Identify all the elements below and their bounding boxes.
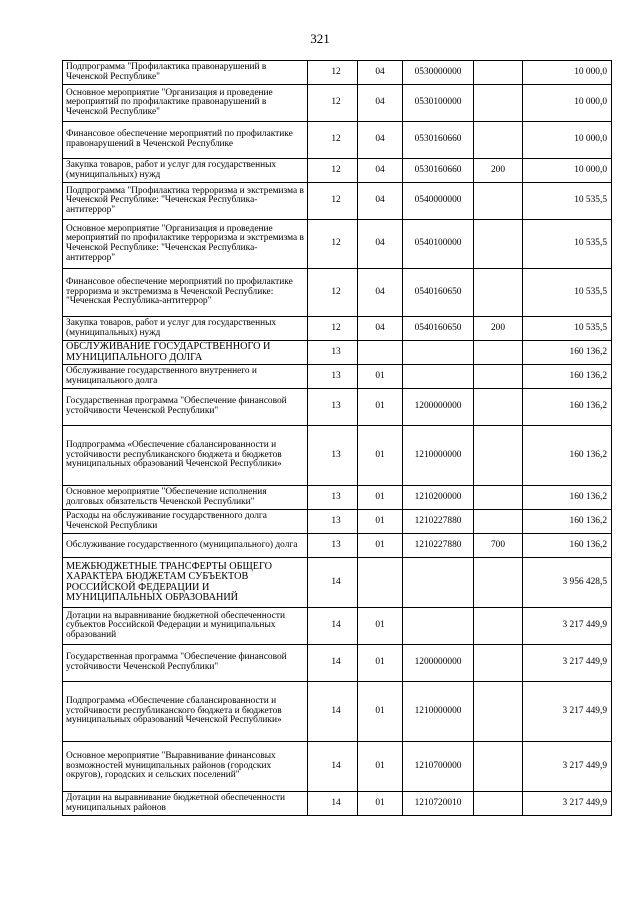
section-code-cell: 13 <box>308 426 358 486</box>
table-row <box>63 608 612 645</box>
expense-type-cell <box>474 122 523 159</box>
table-row <box>63 510 612 534</box>
subsection-code-cell: 04 <box>358 159 403 183</box>
row-name-cell: Основное мероприятие "Выравнивание финансовых возможностей муниципальных районов (городских округов), городских и сельских поселений" <box>63 742 308 792</box>
amount-cell: 160 136,2 <box>523 341 612 365</box>
expense-type-cell <box>474 682 523 742</box>
table-row <box>63 426 612 486</box>
target-article-cell: 1210000000 <box>403 682 474 742</box>
subsection-code-cell: 04 <box>358 183 403 220</box>
section-code-cell: 12 <box>308 61 358 85</box>
subsection-code-cell <box>358 558 403 608</box>
subsection-code-cell: 01 <box>358 608 403 645</box>
expense-type-cell <box>474 389 523 426</box>
section-code-cell: 14 <box>308 742 358 792</box>
subsection-code-cell: 04 <box>358 269 403 317</box>
table-row <box>63 792 612 816</box>
amount-cell: 160 136,2 <box>523 389 612 426</box>
amount-cell: 3 217 449,9 <box>523 682 612 742</box>
target-article-cell: 0530160660 <box>403 159 474 183</box>
expense-type-cell <box>474 645 523 682</box>
subsection-code-cell: 01 <box>358 365 403 389</box>
amount-cell: 160 136,2 <box>523 534 612 558</box>
target-article-cell <box>403 341 474 365</box>
section-code-cell: 12 <box>308 269 358 317</box>
section-code-cell: 12 <box>308 85 358 122</box>
row-name-cell: Подпрограмма «Обеспечение сбалансированности и устойчивости республиканского бюджета и бюджетов муниципальных образований Чеченской Республики» <box>63 426 308 486</box>
row-name-cell: Закупка товаров, работ и услуг для государственных (муниципальных) нужд <box>63 317 308 341</box>
table-row <box>63 558 612 608</box>
row-name-cell: Основное мероприятие "Организация и проведение мероприятий по профилактике правонарушений в Чеченской Республике" <box>63 85 308 122</box>
subsection-code-cell: 01 <box>358 426 403 486</box>
target-article-cell: 1210200000 <box>403 486 474 510</box>
expense-type-cell <box>474 61 523 85</box>
row-name-cell: Обслуживание государственного внутреннего и муниципального долга <box>63 365 308 389</box>
amount-cell: 3 217 449,9 <box>523 792 612 816</box>
budget-table <box>62 60 612 816</box>
target-article-cell: 0540100000 <box>403 220 474 269</box>
target-article-cell: 0540160650 <box>403 269 474 317</box>
row-name-cell: Финансовое обеспечение мероприятий по профилактике правонарушений в Чеченской Республике <box>63 122 308 159</box>
subsection-code-cell: 01 <box>358 486 403 510</box>
page-number: 321 <box>310 31 330 46</box>
row-name-cell: Государственная программа "Обеспечение финансовой устойчивости Чеченской Республики" <box>63 389 308 426</box>
amount-cell: 3 956 428,5 <box>523 558 612 608</box>
target-article-cell: 0530100000 <box>403 85 474 122</box>
row-name-cell: Государственная программа "Обеспечение финансовой устойчивости Чеченской Республики" <box>63 645 308 682</box>
table-row <box>63 341 612 365</box>
row-name-cell: ОБСЛУЖИВАНИЕ ГОСУДАРСТВЕННОГО И МУНИЦИПАЛЬНОГО ДОЛГА <box>63 341 308 365</box>
target-article-cell: 0540000000 <box>403 183 474 220</box>
amount-cell: 10 535,5 <box>523 220 612 269</box>
row-name-cell: Дотации на выравнивание бюджетной обеспеченности субъектов Российской Федерации и муниципальных образований <box>63 608 308 645</box>
section-code-cell: 12 <box>308 317 358 341</box>
subsection-code-cell: 04 <box>358 61 403 85</box>
amount-cell: 10 535,5 <box>523 269 612 317</box>
amount-cell: 160 136,2 <box>523 486 612 510</box>
target-article-cell <box>403 365 474 389</box>
section-code-cell: 12 <box>308 183 358 220</box>
expense-type-cell <box>474 792 523 816</box>
amount-cell: 3 217 449,9 <box>523 608 612 645</box>
table-row <box>63 122 612 159</box>
expense-type-cell <box>474 426 523 486</box>
table-row <box>63 159 612 183</box>
expense-type-cell: 700 <box>474 534 523 558</box>
table-row <box>63 183 612 220</box>
subsection-code-cell: 01 <box>358 389 403 426</box>
table-row <box>63 269 612 317</box>
target-article-cell: 1200000000 <box>403 645 474 682</box>
section-code-cell: 14 <box>308 645 358 682</box>
target-article-cell: 0530000000 <box>403 61 474 85</box>
section-code-cell: 13 <box>308 486 358 510</box>
target-article-cell: 0530160660 <box>403 122 474 159</box>
target-article-cell: 1210227880 <box>403 534 474 558</box>
amount-cell: 160 136,2 <box>523 426 612 486</box>
subsection-code-cell: 01 <box>358 510 403 534</box>
subsection-code-cell: 01 <box>358 534 403 558</box>
target-article-cell: 1200000000 <box>403 389 474 426</box>
target-article-cell: 1210720010 <box>403 792 474 816</box>
expense-type-cell <box>474 183 523 220</box>
row-name-cell: МЕЖБЮДЖЕТНЫЕ ТРАНСФЕРТЫ ОБЩЕГО ХАРАКТЕРА БЮДЖЕТАМ СУБЪЕКТОВ РОССИЙСКОЙ ФЕДЕРАЦИИ И МУНИЦИПАЛЬНЫХ ОБРАЗОВАНИЙ <box>63 558 308 608</box>
amount-cell: 3 217 449,9 <box>523 645 612 682</box>
table-row <box>63 682 612 742</box>
section-code-cell: 13 <box>308 534 358 558</box>
target-article-cell <box>403 608 474 645</box>
row-name-cell: Основное мероприятие "Обеспечение исполнения долговых обязательств Чеченской Республики" <box>63 486 308 510</box>
section-code-cell: 13 <box>308 341 358 365</box>
expense-type-cell <box>474 365 523 389</box>
row-name-cell: Расходы на обслуживание государственного долга Чеченской Республики <box>63 510 308 534</box>
table-row <box>63 645 612 682</box>
section-code-cell: 14 <box>308 682 358 742</box>
amount-cell: 10 000,0 <box>523 85 612 122</box>
expense-type-cell: 200 <box>474 159 523 183</box>
subsection-code-cell: 04 <box>358 85 403 122</box>
target-article-cell: 1210700000 <box>403 742 474 792</box>
table-row <box>63 220 612 269</box>
expense-type-cell <box>474 486 523 510</box>
section-code-cell: 12 <box>308 122 358 159</box>
expense-type-cell <box>474 269 523 317</box>
table-row <box>63 486 612 510</box>
amount-cell: 10 000,0 <box>523 61 612 85</box>
expense-type-cell <box>474 341 523 365</box>
subsection-code-cell: 01 <box>358 645 403 682</box>
table-row <box>63 742 612 792</box>
target-article-cell: 0540160650 <box>403 317 474 341</box>
subsection-code-cell: 01 <box>358 742 403 792</box>
amount-cell: 10 535,5 <box>523 317 612 341</box>
table-row <box>63 317 612 341</box>
subsection-code-cell: 04 <box>358 122 403 159</box>
row-name-cell: Финансовое обеспечение мероприятий по профилактике терроризма и экстремизма в Чеченской Республике: "Чеченская Республика-антитеррор" <box>63 269 308 317</box>
budget-table-body <box>63 61 612 816</box>
row-name-cell: Закупка товаров, работ и услуг для государственных (муниципальных) нужд <box>63 159 308 183</box>
subsection-code-cell: 04 <box>358 317 403 341</box>
subsection-code-cell: 01 <box>358 792 403 816</box>
expense-type-cell: 200 <box>474 317 523 341</box>
amount-cell: 10 000,0 <box>523 122 612 159</box>
section-code-cell: 13 <box>308 389 358 426</box>
row-name-cell: Подпрограмма «Обеспечение сбалансированности и устойчивости республиканского бюджета и бюджетов муниципальных образований Чеченской Республики» <box>63 682 308 742</box>
expense-type-cell <box>474 220 523 269</box>
subsection-code-cell <box>358 341 403 365</box>
amount-cell: 3 217 449,9 <box>523 742 612 792</box>
row-name-cell: Дотации на выравнивание бюджетной обеспеченности муниципальных районов <box>63 792 308 816</box>
table-row <box>63 61 612 85</box>
target-article-cell: 1210227880 <box>403 510 474 534</box>
table-row <box>63 534 612 558</box>
row-name-cell: Подпрограмма "Профилактика терроризма и экстремизма в Чеченской Республике: "Чеченская Республика-антитеррор" <box>63 183 308 220</box>
section-code-cell: 13 <box>308 365 358 389</box>
amount-cell: 160 136,2 <box>523 365 612 389</box>
row-name-cell: Основное мероприятие "Организация и проведение мероприятий по профилактике терроризма и экстремизма в Чеченской Республике: "Чеченская Республика-антитеррор" <box>63 220 308 269</box>
row-name-cell: Обслуживание государственного (муниципального) долга <box>63 534 308 558</box>
row-name-cell: Подпрограмма "Профилактика правонарушений в Чеченской Республике" <box>63 61 308 85</box>
subsection-code-cell: 04 <box>358 220 403 269</box>
section-code-cell: 13 <box>308 510 358 534</box>
amount-cell: 160 136,2 <box>523 510 612 534</box>
expense-type-cell <box>474 558 523 608</box>
section-code-cell: 14 <box>308 608 358 645</box>
section-code-cell: 14 <box>308 558 358 608</box>
expense-type-cell <box>474 742 523 792</box>
target-article-cell <box>403 558 474 608</box>
section-code-cell: 12 <box>308 220 358 269</box>
subsection-code-cell: 01 <box>358 682 403 742</box>
table-row <box>63 365 612 389</box>
expense-type-cell <box>474 510 523 534</box>
expense-type-cell <box>474 85 523 122</box>
target-article-cell: 1210000000 <box>403 426 474 486</box>
table-row <box>63 85 612 122</box>
section-code-cell: 14 <box>308 792 358 816</box>
amount-cell: 10 535,5 <box>523 183 612 220</box>
table-row <box>63 389 612 426</box>
expense-type-cell <box>474 608 523 645</box>
amount-cell: 10 000,0 <box>523 159 612 183</box>
section-code-cell: 12 <box>308 159 358 183</box>
